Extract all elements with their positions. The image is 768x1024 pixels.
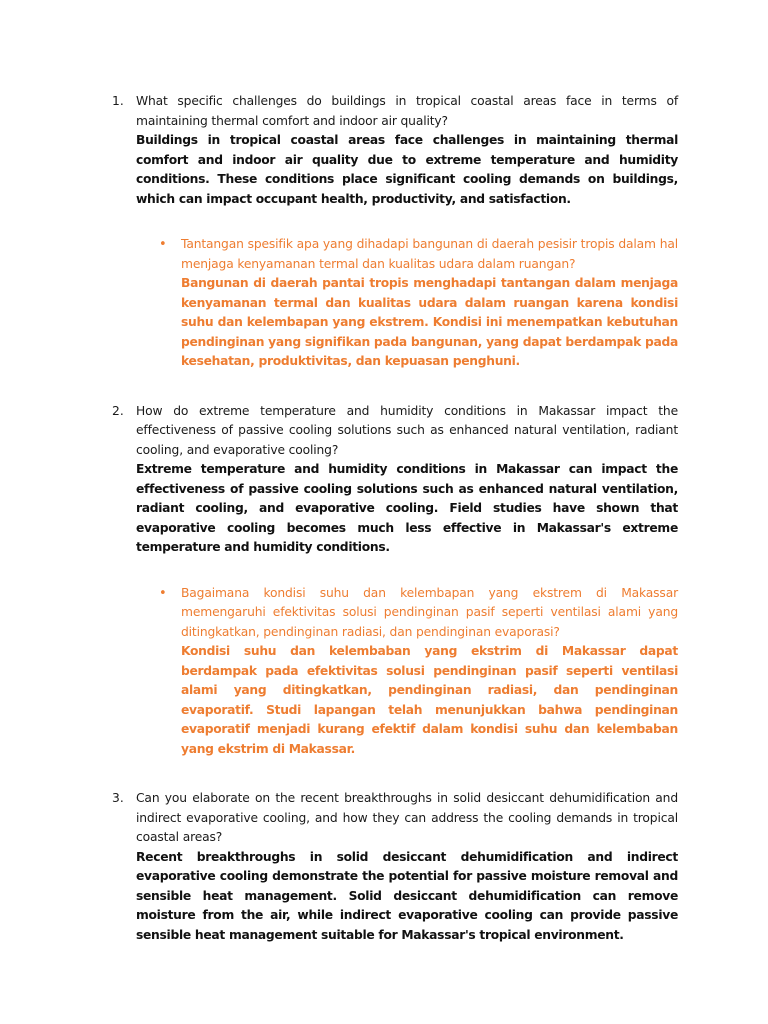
translated-answer: Kondisi suhu dan kelembaban yang ekstrim di Makassar dapat berdampak pada efektivitas solusi pendinginan pasif seperti ventilasi alami yang ditingkatkan, pendinginan radiasi, dan pendinginan evaporatif. Studi lapangan telah menunjukkan bahwa pendinginan evaporatif menjadi kurang efektif dalam kondisi suhu dan kelembaban yang ekstrim di Makassar.: [181, 644, 678, 756]
item-number: 2.: [112, 403, 124, 418]
answer-text: Recent breakthroughs in solid desiccant dehumidification and indirect evaporative cooling demonstrate the potential for passive moisture removal and sensible heat management. Solid desiccant dehumidification can remove moisture from the air, while indirect evaporative cooling can provide passive sensible heat management suitable for Makassar's tropical environment.: [136, 849, 678, 942]
bullet-icon: •: [159, 585, 167, 601]
question-text: Can you elaborate on the recent breakthroughs in solid desiccant dehumidification and indirect evaporative cooling, and how they can address the cooling demands in tropical coastal areas?: [136, 791, 678, 844]
document-page: [0, 92, 768, 945]
item-number: 3.: [112, 791, 124, 805]
translation-block: [159, 584, 678, 760]
answer-text: Buildings in tropical coastal areas face challenges in maintaining thermal comfort and indoor air quality due to extreme temperature and humidity conditions. These conditions place significant cooling demands on buildings, which can impact occupant health, productivity, and satisfaction.: [136, 133, 678, 206]
question-text: How do extreme temperature and humidity conditions in Makassar impact the effectiveness of passive cooling solutions such as enhanced natural ventilation, radiant cooling, and evaporative cooling?: [136, 403, 678, 457]
answer-text: Extreme temperature and humidity conditions in Makassar can impact the effectiveness of passive cooling solutions such as enhanced natural ventilation, radiant cooling, and evaporative cooling. Field studies have shown that evaporative cooling becomes much less effective in Makassar's extreme temperature and humidity conditions.: [136, 462, 678, 554]
qa-item-3: [112, 789, 678, 945]
bullet-icon: •: [159, 237, 167, 252]
qa-item-2: [112, 402, 678, 760]
question-text: What specific challenges do buildings in tropical coastal areas face in terms of maintaining thermal comfort and indoor air quality?: [136, 94, 678, 128]
translated-question: Tantangan spesifik apa yang dihadapi bangunan di daerah pesisir tropis dalam hal menjaga kenyamanan termal dan kualitas udara dalam ruangan?: [181, 237, 678, 271]
translated-question: Bagaimana kondisi suhu dan kelembapan yang ekstrem di Makassar memengaruhi efektivitas solusi pendinginan pasif seperti ventilasi alami yang ditingkatkan, pendinginan radiasi, dan pendinginan evaporasi?: [181, 585, 678, 639]
item-number: 1.: [112, 94, 124, 108]
translation-block: [159, 235, 678, 372]
qa-item-1: [112, 92, 678, 372]
translated-answer: Bangunan di daerah pantai tropis menghadapi tantangan dalam menjaga kenyamanan termal dan kualitas udara dalam ruangan karena kondisi suhu dan kelembapan yang ekstrem. Kondisi ini menempatkan kebutuhan pendinginan yang signifikan pada bangunan, yang dapat berdampak pada kesehatan, produktivitas, dan kepuasan penghuni.: [181, 276, 678, 368]
